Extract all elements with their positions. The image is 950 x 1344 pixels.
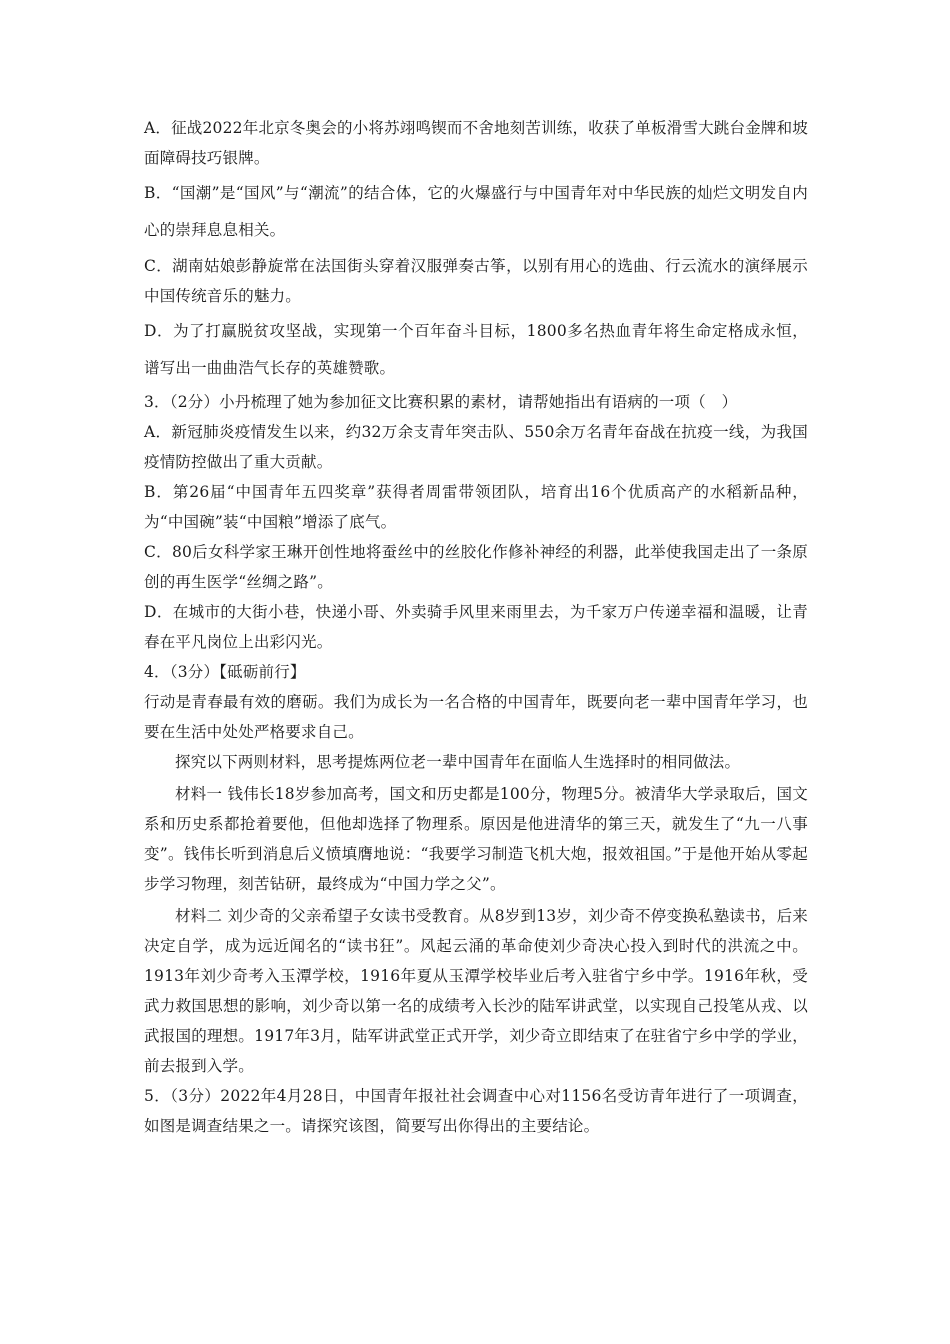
option-a-q3: A．新冠肺炎疫情发生以来，约32万余支青年突击队、550余万名青年奋战在抗疫一线，为我国疫情防控做出了重大贡献。: [144, 423, 808, 471]
question-4: 4．（3分）【砥砺前行】: [144, 663, 306, 681]
document-page: [144, 113, 808, 1141]
option-d-q3: D．在城市的大街小巷，快递小哥、外卖骑手风里来雨里去，为千家万户传递幸福和温暖，让青春在平凡岗位上出彩闪光。: [144, 603, 808, 651]
question-3: 3．（2分）小丹梳理了她为参加征文比赛积累的素材，请帮她指出有语病的一项（ ）: [144, 393, 738, 411]
question-4-instruction: 探究以下两则材料，思考提炼两位老一辈中国青年在面临人生选择时的相同做法。: [175, 753, 741, 771]
material-two: 材料二 刘少奇的父亲希望子女读书受教育。从8岁到13岁，刘少奇不停变换私塾读书，后来决定自学，成为远近闻名的“读书狂”。风起云涌的革命使刘少奇决心投入到时代的洪流之中。1913年刘少奇考入玉潭学校，1916年夏从玉潭学校毕业后考入驻省宁乡中学。1916年秋，受武力救国思想的影响，刘少奇以第一名的成绩考入长沙的陆军讲武堂，以实现自己投笔从戎、以武报国的理想。1917年3月，陆军讲武堂正式开学，刘少奇立即结束了在驻省宁乡中学的学业，前去报到入学。: [144, 907, 808, 1075]
question-4-intro: 行动是青春最有效的磨砺。我们为成长为一名合格的中国青年，既要向老一辈中国青年学习，也要在生活中处处严格要求自己。: [144, 693, 808, 741]
question-5: 5．（3分）2022年4月28日，中国青年报社社会调查中心对1156名受访青年进行了一项调查，如图是调查结果之一。请探究该图，简要写出你得出的主要结论。: [144, 1087, 808, 1135]
option-d-q2: D．为了打赢脱贫攻坚战，实现第一个百年奋斗目标，1800多名热血青年将生命定格成永恒，谱写出一曲曲浩气长存的英雄赞歌。: [144, 322, 808, 377]
option-c-q2: C．湖南姑娘彭静旋常在法国街头穿着汉服弹奏古筝，以别有用心的选曲、行云流水的演绎展示中国传统音乐的魅力。: [144, 257, 808, 305]
option-a-q2: A．征战2022年北京冬奥会的小将苏翊鸣锲而不舍地刻苦训练，收获了单板滑雪大跳台金牌和坡面障碍技巧银牌。: [144, 119, 808, 167]
material-one: 材料一 钱伟长18岁参加高考，国文和历史都是100分，物理5分。被清华大学录取后，国文系和历史系都抢着要他，但他却选择了物理系。原因是他进清华的第三天，就发生了“九一八事变”。钱伟长听到消息后义愤填膺地说：“我要学习制造飞机大炮，报效祖国。”于是他开始从零起步学习物理，刻苦钻研，最终成为“中国力学之父”。: [144, 785, 808, 893]
option-b-q3: B．第26届“中国青年五四奖章”获得者周雷带领团队，培育出16个优质高产的水稻新品种，为“中国碗”装“中国粮”增添了底气。: [144, 483, 808, 531]
option-c-q3: C．80后女科学家王琳开创性地将蚕丝中的丝胶化作修补神经的利器，此举使我国走出了一条原创的再生医学“丝绸之路”。: [144, 543, 808, 591]
option-b-q2: B．“国潮”是“国风”与“潮流”的结合体，它的火爆盛行与中国青年对中华民族的灿烂文明发自内心的崇拜息息相关。: [144, 184, 808, 239]
